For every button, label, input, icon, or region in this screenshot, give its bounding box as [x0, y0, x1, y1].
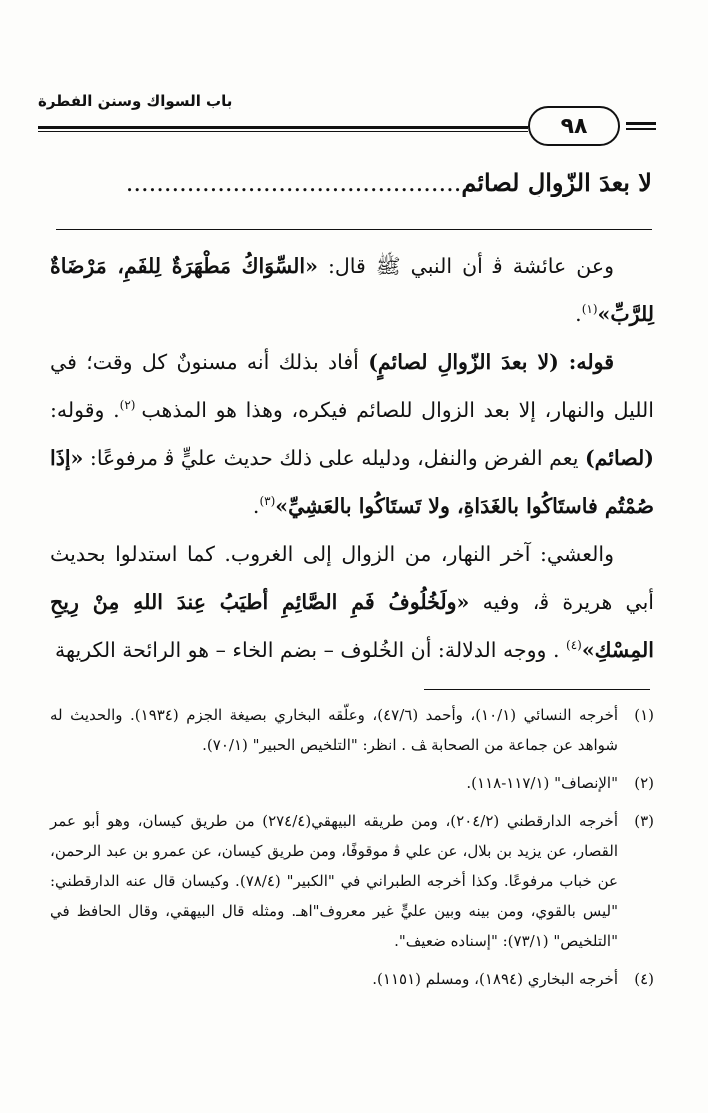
- header-rule-left-thin: [38, 131, 528, 132]
- footnote-3: [50, 806, 654, 956]
- footnote-number: (١): [634, 706, 654, 724]
- footnote-separator: [424, 689, 650, 690]
- section-heading-leader-dots: ............................................: [125, 169, 462, 197]
- footnote-text: أخرجه الدارقطني (٢٠٤/٢)، ومن طريقه البيهقي(٢٧٤/٤) من طريق كيسان، وهو أبو عمر القصار، عن يزيد بن بلال، عن علي ﭬ موقوفًا، ومن طريق كيسان، عن عمرو بن عبد الرحمن، عن خباب مرفوعًا. وكذا أخرجه الطبراني في "الكبير" (٧٨/٤). وكيسان قال عنه الدارقطني: "ليس بالقوي، ومن بينه وبين عليٍّ غير معروف"اهـ. ومثله قال البيهقي، وقال الحافظ في "التلخيص" (٧٣/١): "إسناده ضعيف".: [50, 812, 619, 950]
- p2-quoted-phrase: (لا بعدَ الزّوالِ لصائمٍ): [368, 350, 559, 374]
- p2-hadith-quote: «إذَا صُمْتُم فاستَاكُوا بالغَدَاةِ، ولا تَستَاكُوا بالعَشِيِّ»: [50, 446, 654, 518]
- p2-end: .: [252, 494, 260, 518]
- footnote-number: (٤): [634, 970, 654, 988]
- footnote-number: (٣): [634, 812, 654, 830]
- footnote-text: أخرجه النسائي (١٠/١)، وأحمد (٤٧/٦)، وعلّقه البخاري بصيغة الجزم (١٩٣٤). والحديث له شواهد عن جماعة من الصحابة ﭫ . انظر: "التلخيص الحبير" (٧٠/١).: [50, 706, 619, 754]
- section-heading: [52, 168, 652, 197]
- section-rule: [56, 229, 652, 230]
- p3-hadith-quote: «ولَخُلُوفُ فَمِ الصَّائِمِ أطيَبُ عِندَ اللهِ مِنْ رِيحِ المِسْكِ»: [50, 590, 654, 662]
- p2-quoted-word: (لصائم): [584, 446, 654, 470]
- paragraph-3: [50, 530, 654, 674]
- header-rule-right: [626, 122, 656, 125]
- p2-text-c: يعم الفرض والنفل، ودليله على ذلك حديث عليٍّ ﭬ مرفوعًا:: [83, 446, 585, 470]
- p2-label: قوله:: [558, 350, 615, 374]
- p1-text: وعن عائشة ﭬ أن النبي ﷺ قال:: [317, 254, 615, 278]
- footnote-2: [50, 768, 654, 798]
- footnote-text: "الإنصاف" (١١٧/١-١١٨).: [466, 774, 618, 792]
- footnote-text: أخرجه البخاري (١٨٩٤)، ومسلم (١١٥١).: [372, 970, 618, 988]
- p1-hadith-quote: «السِّوَاكُ مَطْهَرَةٌ لِلفَمِ، مَرْضَاةٌ لِلرَّبِّ»: [50, 254, 654, 326]
- p1-end: .: [575, 302, 582, 326]
- header-rule-right-thin: [626, 128, 656, 130]
- footnote-1: [50, 700, 654, 760]
- p3-text-a: والعشي: آخر النهار، من الزوال إلى الغروب. كما استدلوا بحديث أبي هريرة ﭬ، وفيه: [50, 542, 654, 614]
- paragraph-1: [50, 242, 654, 338]
- footnotes: [50, 700, 654, 1002]
- main-text: [50, 242, 654, 674]
- page-number: ٩٨: [528, 106, 620, 146]
- chapter-title: باب السواك وسنن الفطرة: [38, 92, 233, 110]
- footnote-number: (٢): [634, 774, 654, 792]
- p2-text-b: . وقوله:: [50, 398, 120, 422]
- paragraph-2: [50, 338, 654, 530]
- footnote-ref-3: (٣): [259, 494, 276, 509]
- header-rule-left: [38, 126, 528, 129]
- p3-text-b: . ووجه الدلالة: أن الخُلوف – بضم الخاء – هو الرائحة الكريهة: [55, 638, 566, 662]
- footnote-ref-1: (١): [581, 302, 598, 317]
- p2-text-a: أفاد بذلك أنه مسنونٌ كل وقت؛ في الليل والنهار، إلا بعد الزوال للصائم فيكره، وهذا هو المذهب: [50, 350, 655, 422]
- footnote-ref-4: (٤): [566, 638, 582, 653]
- section-heading-text: لا بعدَ الزّوالِ لصائمٍ: [461, 168, 652, 197]
- footnote-4: [50, 964, 654, 994]
- footnote-ref-2: (٢): [119, 398, 142, 413]
